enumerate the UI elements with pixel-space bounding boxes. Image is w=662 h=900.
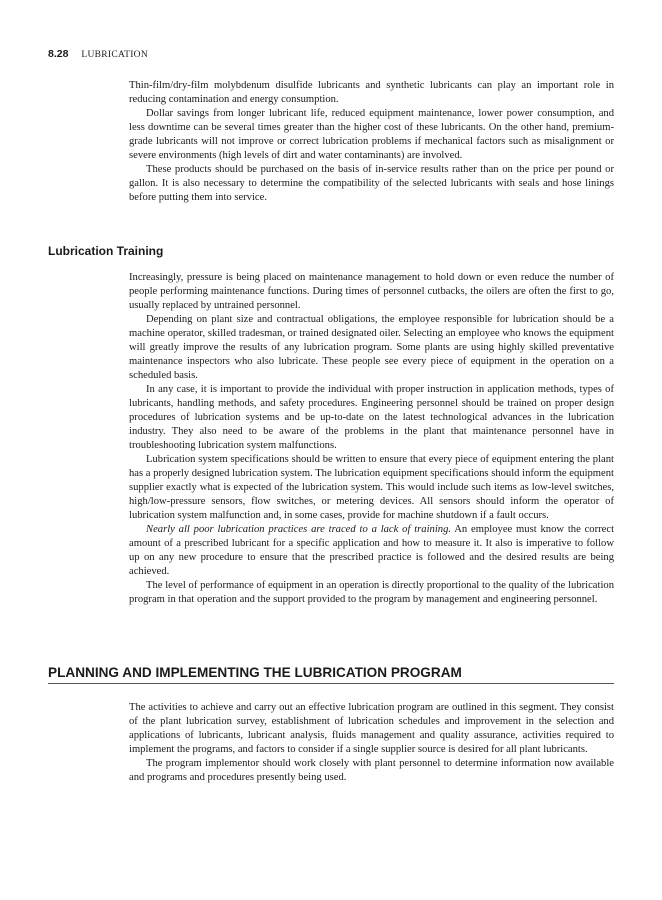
paragraph: [129, 523, 614, 579]
paragraph: Increasingly, pressure is being placed on maintenance management to hold down or even reduce the number of people performing maintenance functions. During times of personnel cutbacks, the oilers are often the first to go, usually replaced by untrained personnel.: [129, 272, 614, 311]
paragraph-continuation: An employee must know the correct amount of a prescribed lubricant for a specific application and how to measure it. It also is imperative to follow up on any new procedure to ensure that the prescribed practice is followed and the desired results are being achieved.: [129, 524, 615, 577]
paragraph: The activities to achieve and carry out an effective lubrication program are outlined in this segment. They consist of the plant lubrication survey, establishment of lubrication schedules and improvement in the selection and applications of lubricants, lubricant analysis, fluids management and quality assurance, activities required to implement the programs, and factors to consider if a single supplier source is desired for all plant lubricants.: [129, 702, 614, 755]
chapter-name: LUBRICATION: [81, 50, 148, 60]
emphasized-statement: Nearly all poor lubrication practices are traced to a lack of training.: [146, 524, 452, 535]
paragraph: The program implementor should work closely with plant personnel to determine information now available and programs and procedures presently being used.: [129, 758, 614, 783]
paragraph: Dollar savings from longer lubricant life, reduced equipment maintenance, lower power consumption, and less downtime can be several times greater than the higher cost of these lubricants. On the other hand, premium-grade lubricants will not improve or correct lubrication problems if mechanical factors such as misalignment or severe environments (high levels of dirt and water contaminants) are involved.: [129, 108, 614, 161]
running-head: [48, 47, 148, 62]
paragraph: In any case, it is important to provide the individual with proper instruction in application methods, types of lubricants, handling methods, and safety procedures. Engineering personnel should be trained on proper design procedures of lubrication systems and be up-to-date on the latest technological advances in the lubrication industry. They also need to be aware of the problems in the plant that maintenance personnel have in troubleshooting lubrication system malfunctions.: [129, 384, 614, 451]
page-number: 8.28: [48, 48, 69, 60]
paragraph: The level of performance of equipment in an operation is directly proportional to the quality of the lubrication program in that operation and the support provided to the program by management and engineering personnel.: [129, 580, 614, 605]
intro-text: [129, 79, 614, 205]
planning-text: [129, 701, 614, 785]
chapter-heading-planning: PLANNING AND IMPLEMENTING THE LUBRICATION PROGRAM: [48, 665, 462, 680]
training-text: [129, 271, 614, 607]
paragraph: These products should be purchased on the basis of in-service results rather than on the price per pound or gallon. It is also necessary to determine the compatibility of the selected lubricants with seals and hose linings before putting them into service.: [129, 164, 614, 203]
paragraph: Thin-film/dry-film molybdenum disulfide lubricants and synthetic lubricants can play an important role in reducing contamination and energy consumption.: [129, 80, 614, 105]
paragraph: Depending on plant size and contractual obligations, the employee responsible for lubrication should be a machine operator, skilled tradesman, or trained designated oiler. Selecting an employee who knows the equipment will greatly improve the results of any lubrication program. Some plants are using highly skilled preventative maintenance inspectors who also lubricate. These people see every piece of equipment in the operation on a scheduled basis.: [129, 314, 614, 381]
paragraph: Lubrication system specifications should be written to ensure that every piece of equipment entering the plant has a properly designed lubrication system. The lubrication equipment specifications should inform the equipment supplier exactly what is expected of the lubrication system. This would include such items as low-level switches, high/low-pressure sensors, flow switches, or metering devices. All sensors should inform the operator of lubrication system malfunction and, in some cases, provide for machine shutdown if a fault occurs.: [129, 454, 614, 521]
heading-rule: [48, 683, 614, 684]
section-heading-lubrication-training: Lubrication Training: [48, 244, 164, 258]
